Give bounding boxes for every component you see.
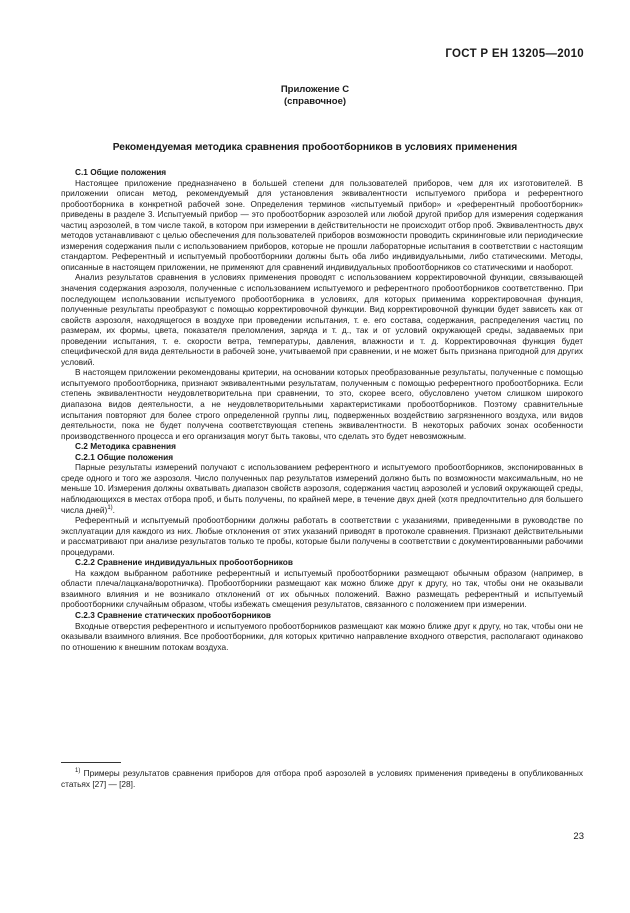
paragraph: Настоящее приложение предназначено в большей степени для пользователей приборов, чем для их изготовителей. В приложении описан метод, рекомендуемый для установления эквивалентности испытуемого прибора и референтного пробоотборника в конкретной рабочей зоне. Определения терминов «испытуемый прибор» и «референтный пробоотборник» приведены в разделе 3. Испытуемый прибор — это пробоотборник аэрозолей или любой другой прибор для измерения содержания частиц аэрозолей, в том числе такой, в котором при измерении в действительности не происходит отбор проб. Эквивалентность двух методов устанавливают с целью обеспечения для пользователей приборов возможности проводить скрининговые или периодические измерения содержания пыли с использованием приборов, которые не прошли лабораторные испытания в соответствии с настоящим стандартом. Референтный и испытуемый пробоотборники должны быть оба либо индивидуальными, либо статическими. Методы, описанные в настоящем приложении, не применяют для сравнений индивидуальных пробоотборников со статическими и наоборот.: [61, 177, 583, 272]
footnote-body: Примеры результатов сравнения приборов для отбора проб аэрозолей в условиях применения приведены в опубликованных статьях [27] — [28].: [61, 768, 583, 789]
annex-subtitle: (справочное): [283, 96, 347, 107]
paragraph: Референтный и испытуемый пробоотборники должны работать в соответствии с указаниями, приведенными в руководстве по эксплуатации для каждого из них. Любые отклонения от этих указаний приводят в протоколе сравнения. Признают действительными и рассматривают при анализе результатов только те пробы, которые были получены в соответствии с документированными рабочими процедурами.: [61, 515, 583, 557]
footnote-marker: 1): [75, 768, 81, 775]
paragraph: [61, 462, 583, 515]
section-c1-heading: С.1 Общие положения: [75, 167, 167, 177]
document-title: Рекомендуемая методика сравнения пробоотборников в условиях применения: [112, 142, 518, 153]
paragraph: В настоящем приложении рекомендованы критерии, на основании которых преобразованные результаты, полученные с помощью испытуемого пробоотборника, признают эквивалентными результатам, полученным с помощью референтного пробоотборника. Если степень эквивалентности неудовлетворительна при сравнении, то это, скорее всего, обусловлено учетом слишком широкого диапазона видов деятельности, а не неудовлетворительными характеристиками пробоотборников. Поэтому сравнительные испытания повторяют для более строго определенной группы лиц, подверженных воздействию загрязненного воздуха, или видов деятельности, пока не будет получена соответствующая степень эквивалентности. В некоторых рабочих зонах особенности производственного процесса и его организация могут быть таковы, что сделать это будет невозможным.: [61, 367, 583, 441]
standard-designation: ГОСТ Р ЕН 13205—2010: [445, 48, 584, 60]
annex-title: Приложение С: [280, 84, 350, 95]
footnote-reference: 1): [107, 504, 113, 511]
section-c2-heading: С.2 Методика сравнения: [75, 441, 176, 452]
footnote-divider: [61, 762, 121, 763]
paragraph-end: .: [112, 504, 115, 515]
footnote-text: [61, 768, 583, 789]
paragraph-text: Парные результаты измерений получают с использованием референтного и испытуемого пробоотборников, экспонированных в среде одного и того же аэрозоля. Число полученных пар результатов измерений должно быть по возможности максимальным, но не меньше 10. Измерения должны охватывать диапазон свойств аэрозоля, содержания частиц аэрозолей и условий окружающей среды, наблюдающихся в местах отбора проб, и быть получены, по крайней мере, в течение двух дней (хотя предпочтительно для большего числа дней): [61, 462, 583, 515]
section-c22-heading: С.2.2 Сравнение индивидуальных пробоотборников: [75, 557, 293, 568]
paragraph: Анализ результатов сравнения в условиях применения проводят с использованием корректировочной функции, связывающей значения содержания аэрозоля, полученные с использованием испытуемого и референтного пробоотборников соответственно. При последующем использовании испытуемого пробоотборника в условиях, для которых применима корректировочная функция, полученные результаты преобразуют с помощью корректировочной функции. Вид корректировочной функции будет зависеть как от свойств аэрозоля, находящегося в воздухе при проведении испытания, т. е. его состава, содержания, распределения частиц по размерам, их формы, цвета, показателя преломления, заряда и т. д., так и от условий окружающей среды, задаваемых при проведении испытания, т. е. скорости ветра, температуры, давления, влажности и т. д. Корректировочная функция будет специфической для вида деятельности в рабочей зоне, учитываемой при сравнении, и не может быть признана пригодной для других условий.: [61, 272, 583, 367]
page-number: 23: [573, 831, 584, 842]
document-body: [61, 167, 583, 652]
paragraph: Входные отверстия референтного и испытуемого пробоотборников размещают как можно ближе друг к другу, но так, чтобы они не оказывали взаимного влияния. Все пробоотборники, для которых критично направление входного отверстия, располагают одинаково по отношению к внешним потокам воздуха.: [61, 620, 583, 652]
paragraph: На каждом выбранном работнике референтный и испытуемый пробоотборники размещают обычным образом (например, в области плеча/лацкана/воротничка). Пробоотборники размещают как можно ближе друг к другу, но так, чтобы они не оказывали взаимного влияния и не возникало отклонений от их обычных положений. Важно размещать референтный и испытуемый пробоотборники случайным образом, чтобы избежать смещения результатов, связанного с положением при измерении.: [61, 567, 583, 610]
annex-heading: [0, 84, 630, 108]
section-c23-heading: С.2.3 Сравнение статических пробоотборников: [75, 609, 271, 620]
footnote: [61, 768, 583, 789]
section-c21-heading: С.2.1 Общие положения: [75, 451, 174, 462]
